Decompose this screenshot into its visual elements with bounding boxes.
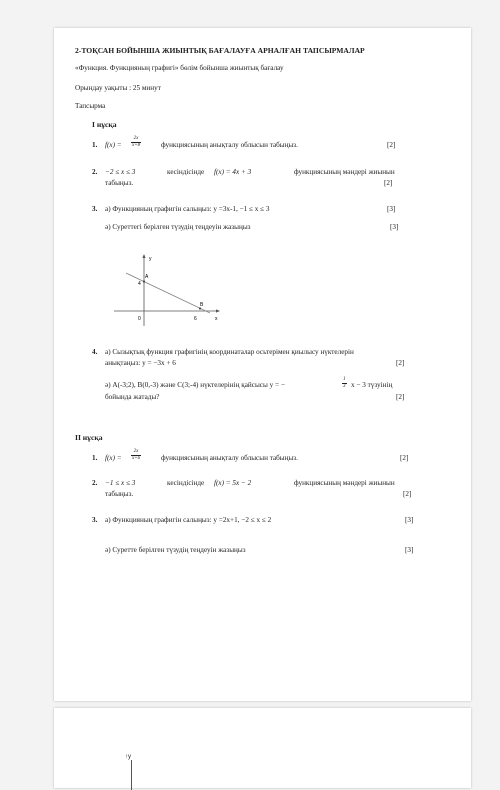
tasks-label: Тапсырма xyxy=(75,102,106,110)
v1-q2-text2: функциясының мәндері жиынын xyxy=(294,168,395,176)
document-subtitle: «Функция. Функцияның графигі» бөлім бойынша жиынтық бағалау xyxy=(75,64,284,72)
v2-q2-range: −1 ≤ x ≤ 3 xyxy=(105,479,136,487)
line-graph xyxy=(114,252,234,328)
v1-q4-part-b-line1b: x − 3 түзуінің xyxy=(351,381,393,389)
y-tick-label: 4 xyxy=(138,281,141,287)
v1-q1-formula-lhs: f(x) = xyxy=(105,141,122,149)
v1-q1-number: 1. xyxy=(92,141,98,149)
v2-q1-mark: [2] xyxy=(400,454,409,462)
v2-q1-frac-den: x+6 xyxy=(132,455,141,461)
v1-q1-fraction xyxy=(131,136,141,148)
y-axis-arrow xyxy=(142,254,145,258)
v1-q1-frac-num: 2x xyxy=(131,136,141,143)
v1-q1-frac-den: x+8 xyxy=(132,142,141,148)
v1-q4-frac-num: 1 xyxy=(343,377,346,382)
v2-q2-text3: табыңыз. xyxy=(105,490,134,498)
v1-q3-number: 3. xyxy=(92,205,98,213)
document-title: 2-ТОҚСАН БОЙЫНША ЖИЫНТЫҚ БАҒАЛАУҒА АРНАЛҒАН ТАПСЫРМАЛАР xyxy=(75,46,365,55)
page2-y-axis xyxy=(131,760,132,790)
v1-q3-part-a: а) Функцияның графигін салыңыз: y =3x-1, −1 ≤ x ≤ 3 xyxy=(105,205,270,213)
v1-q4-a-mark: [2] xyxy=(396,359,405,367)
v2-q2-text1: кесіндісінде xyxy=(167,479,205,487)
x-axis-label: x xyxy=(215,316,218,322)
v1-q3-part-b: ә) Суреттегі берілген түзудің теңдеуін жазыңыз xyxy=(105,223,251,231)
v2-q3-a-mark: [3] xyxy=(405,516,414,524)
v2-q1-frac-num: 2x xyxy=(131,449,141,456)
point-b-label: B xyxy=(200,302,204,308)
v1-q2-formula: f(x) = 4x + 3 xyxy=(214,168,252,176)
v1-q4-part-a-line2: анықтаңыз: y = −3x + 6 xyxy=(105,359,176,367)
v1-q4-b-mark: [2] xyxy=(396,393,405,401)
x-axis-arrow xyxy=(216,309,220,312)
origin-label: 0 xyxy=(138,316,141,322)
v2-q2-formula: f(x) = 5x − 2 xyxy=(214,479,252,487)
v1-q4-fraction xyxy=(342,377,347,389)
v1-q4-part-b-line1a: ә) А(-3;2), В(0,-3) және С(3;-4) нүктелерінің қайсысы y = − xyxy=(105,381,285,389)
v1-q2-mark: [2] xyxy=(384,179,393,187)
point-a-label: A xyxy=(145,274,149,280)
v2-q2-text2: функциясының мәндері жиынын xyxy=(294,479,395,487)
v1-q3-a-mark: [3] xyxy=(387,205,396,213)
v2-q3-part-b: ә) Суретте берілген түзудің теңдеуін жазыңыз xyxy=(105,546,246,554)
y-axis-label: y xyxy=(149,256,152,262)
v2-q1-formula-lhs: f(x) = xyxy=(105,454,122,462)
v1-q3-b-mark: [3] xyxy=(390,223,399,231)
graph-line xyxy=(126,273,210,313)
page2-y-axis-label: ↑y xyxy=(125,754,131,760)
point-a xyxy=(143,280,145,282)
v2-q3-part-a: а) Функцияның графигін салыңыз: y =2x+1, −2 ≤ x ≤ 2 xyxy=(105,516,272,524)
v1-q2-text1: кесіндісінде xyxy=(167,168,205,176)
next-page xyxy=(54,708,471,788)
v1-q1-text: функциясының анықталу облысын табыңыз. xyxy=(161,141,298,149)
x-tick-label: 6 xyxy=(194,316,197,322)
v2-q3-b-mark: [3] xyxy=(405,546,414,554)
v1-q4-part-b-line2: бойында жатады? xyxy=(105,393,160,401)
time-limit: Орындау уақыты : 25 минут xyxy=(75,84,161,92)
v1-q4-frac-den: 3 xyxy=(343,383,346,389)
v2-q3-number: 3. xyxy=(92,516,98,524)
v1-q1-mark: [2] xyxy=(387,141,396,149)
variant-1-heading: I нұсқа xyxy=(92,120,117,129)
v2-q1-text: функциясының анықталу облысын табыңыз. xyxy=(161,454,298,462)
v2-q1-fraction xyxy=(131,449,141,461)
v2-q2-number: 2. xyxy=(92,479,98,487)
v1-q4-part-a-line1: а) Сызықтық функция графигінің координаталар осьтерімен қиылысу нүктелерін xyxy=(105,348,354,356)
v1-q2-range: −2 ≤ x ≤ 3 xyxy=(105,168,136,176)
v2-q1-number: 1. xyxy=(92,454,98,462)
v1-q2-number: 2. xyxy=(92,168,98,176)
variant-2-heading: II нұсқа xyxy=(75,433,103,442)
v1-q2-text3: табыңыз. xyxy=(105,179,134,187)
document-page xyxy=(54,28,471,701)
v1-q4-number: 4. xyxy=(92,348,98,356)
v2-q2-mark: [2] xyxy=(403,490,412,498)
